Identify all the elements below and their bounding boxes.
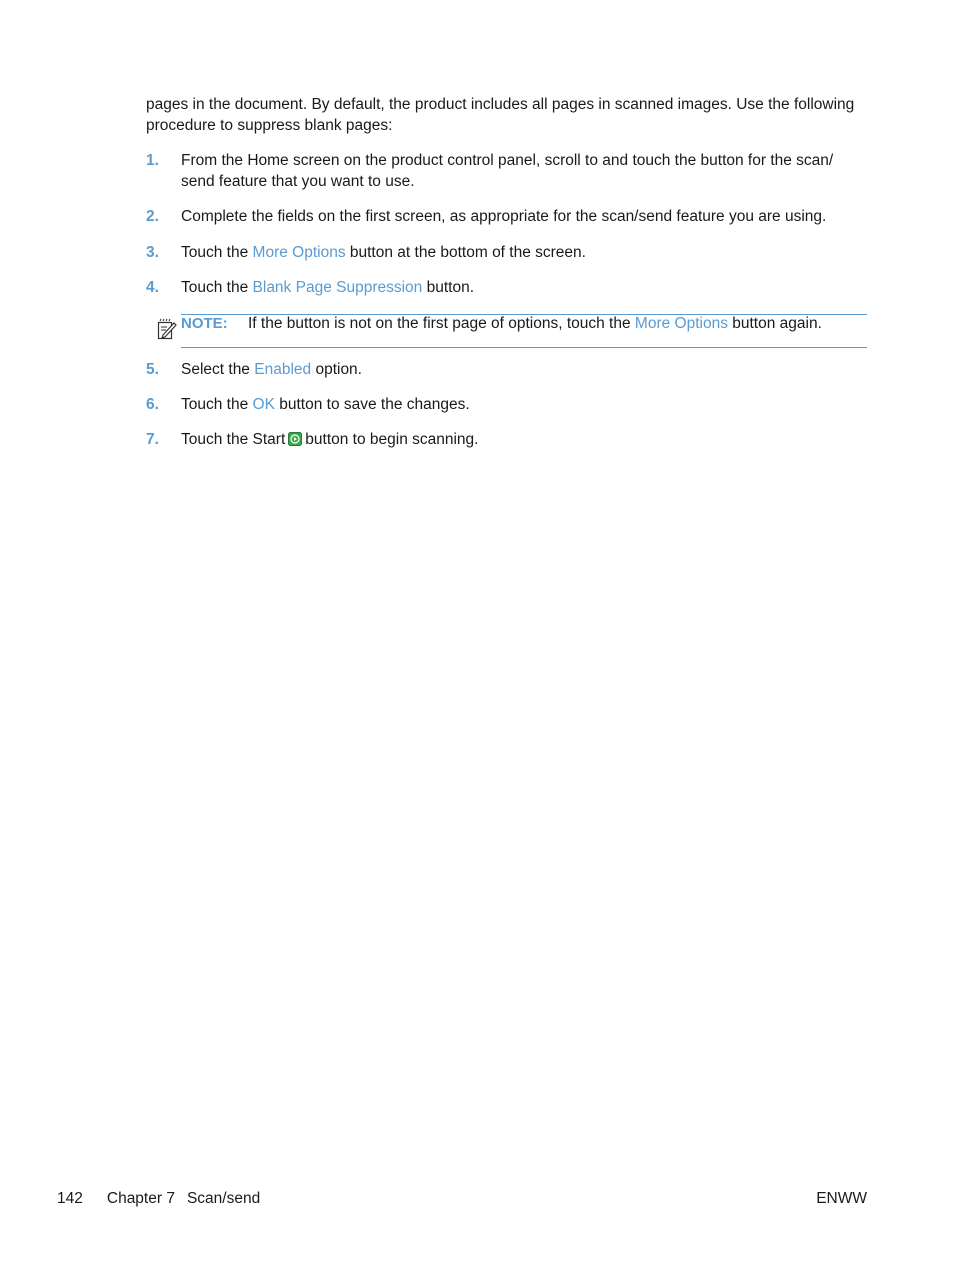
intro-paragraph: pages in the document. By default, the product includes all pages in scanned images. Use the following procedure to suppress blank pages: — [146, 96, 855, 134]
step-text — [181, 394, 861, 415]
start-button-icon — [288, 432, 302, 446]
enabled-link: Enabled — [254, 361, 312, 378]
note-box — [181, 314, 867, 348]
footer-right: ENWW — [816, 1190, 867, 1207]
ok-link: OK — [252, 396, 275, 413]
step-text: Complete the fields on the first screen, as appropriate for the scan/send feature you are using. — [181, 208, 827, 225]
step-text-post: button to save the changes. — [274, 396, 470, 413]
footer-left — [57, 1189, 260, 1209]
step-text-post: button to begin scanning. — [305, 431, 479, 448]
section-label: Scan/send — [186, 1190, 261, 1207]
step-text-pre: Touch the — [181, 396, 253, 413]
step-text-pre: Touch the — [181, 279, 253, 296]
note-text-pre: If the button is not on the first page of options, touch the — [248, 315, 635, 332]
step-text — [181, 359, 861, 380]
step-number: 3. — [146, 244, 159, 261]
step-text-pre: Select the — [181, 361, 255, 378]
step-text-post: button at the bottom of the screen. — [345, 244, 586, 261]
step-text-post: option. — [311, 361, 362, 378]
step-text — [181, 277, 861, 298]
blank-page-suppression-link: Blank Page Suppression — [252, 279, 423, 296]
chapter-label: Chapter 7 — [106, 1190, 175, 1207]
more-options-link: More Options — [252, 244, 346, 261]
page-number: 142 — [57, 1190, 83, 1207]
step-text — [181, 429, 861, 450]
note-label: NOTE: — [181, 315, 228, 332]
step-text-pre: Touch the — [181, 244, 253, 261]
step-number: 1. — [146, 152, 159, 169]
step-number: 7. — [146, 431, 159, 448]
step-text-post: button. — [422, 279, 475, 296]
step-number: 2. — [146, 208, 159, 225]
note-pencil-icon — [157, 318, 177, 340]
note-text-post: button again. — [727, 315, 822, 332]
note-text — [248, 315, 822, 333]
step-number: 4. — [146, 279, 159, 296]
step-text-pre: Touch the Start — [181, 431, 286, 448]
more-options-link: More Options — [634, 315, 728, 332]
step-text — [181, 242, 861, 263]
step-number: 5. — [146, 361, 159, 378]
step-number: 6. — [146, 396, 159, 413]
step-text: From the Home screen on the product control panel, scroll to and touch the button for the scan/ send feature that you want to use. — [181, 152, 834, 190]
